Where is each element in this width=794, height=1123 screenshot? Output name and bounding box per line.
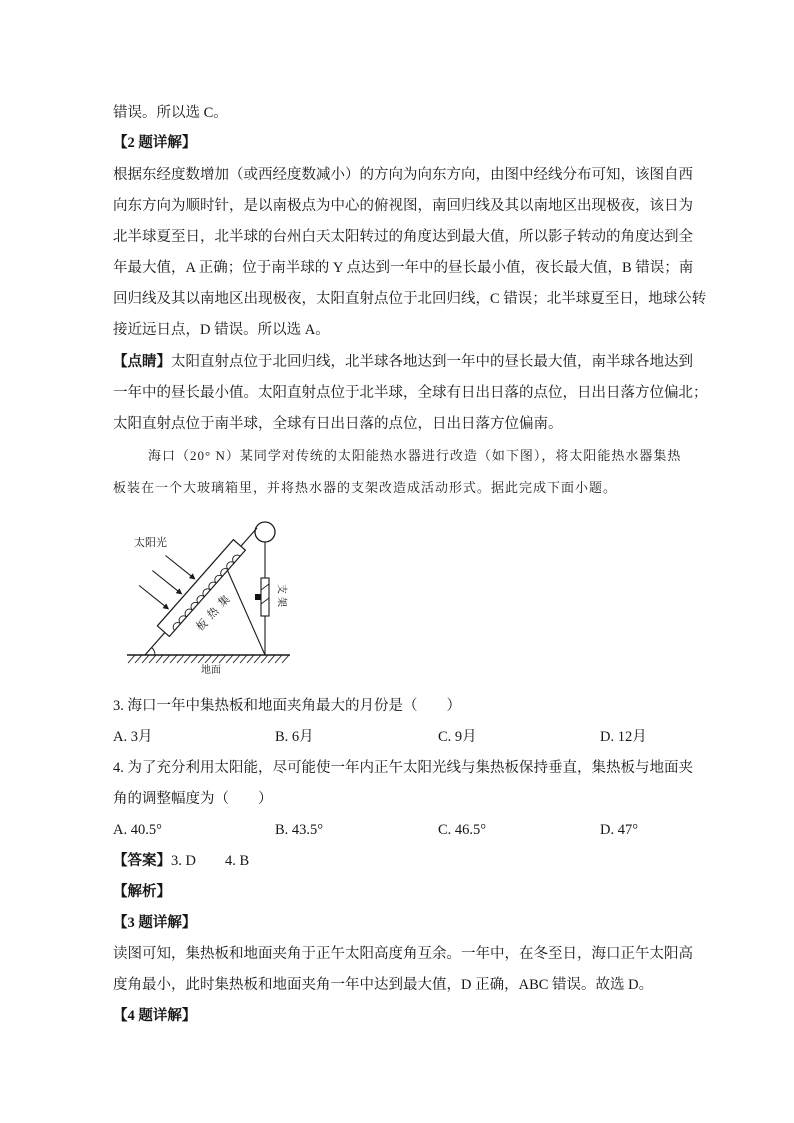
sunlight-ray	[166, 556, 193, 577]
support-stand	[261, 578, 269, 616]
answer-q3: 3. D	[171, 853, 196, 869]
answer-line	[113, 851, 249, 871]
solar-collector-figure	[120, 515, 300, 680]
sunlight-ray	[139, 586, 166, 607]
ground-hatch-line	[261, 655, 268, 663]
tip-line: 太阳直射点位于南半球，全球有日出日落的点位，日出日落方位偏南。	[113, 416, 563, 432]
q3-option-d: D. 12月	[600, 729, 647, 745]
ground-hatch-line	[233, 655, 240, 663]
support-label-char: 架	[275, 597, 287, 607]
q4-detail-heading	[113, 1006, 196, 1026]
q4-stem: 角的调整幅度为（ ）	[113, 791, 273, 807]
answer-label: 【答案】	[113, 853, 171, 869]
q2-body-line: 接近远日点，D 错误。所以选 A。	[113, 322, 330, 338]
tilt-angle-arc	[152, 648, 155, 656]
q2-body-line: 北半球夏至日，北半球的台州白天太阳转过的角度达到最大值，所以影子转动的角度达到全	[113, 229, 693, 245]
board-label-char: 板	[193, 616, 211, 634]
ground-hatch-line	[205, 655, 212, 663]
ground-label: 地面	[201, 665, 221, 676]
intro-line: 板装在一个大玻璃箱里，并将热水器的支架改造成活动形式。据此完成下面小题。	[113, 480, 618, 495]
sunlight-label: 太阳光	[134, 536, 167, 549]
sunlight-arrowhead	[163, 603, 170, 609]
ground-hatch-line	[135, 655, 142, 663]
ground-hatch-line	[240, 655, 247, 663]
tip-line	[113, 352, 693, 372]
tip-label: 【点睛】	[113, 354, 171, 370]
q4-option-a: A. 40.5°	[113, 822, 162, 838]
ground-hatch-line	[177, 655, 184, 663]
ground-hatch-line	[170, 655, 177, 663]
ground-hatch-line	[275, 655, 282, 663]
ground-hatch-line	[163, 655, 170, 663]
q3-detail-heading	[113, 913, 196, 933]
sunlight-arrowhead	[189, 573, 196, 579]
q3-detail-line: 度角最小，此时集热板和地面夹角一年中达到最大值，D 正确，ABC 错误。故选 D。	[113, 977, 654, 993]
q3-option-a: A. 3月	[113, 729, 153, 745]
q3-stem: 3. 海口一年中集热板和地面夹角最大的月份是（ ）	[113, 698, 461, 714]
tip-line: 一年中的昼长最小值。太阳直射点位于北半球，全球有日出日落的点位，日出日落方位偏北；	[113, 385, 708, 401]
board-label-char: 热	[204, 604, 222, 622]
ground-hatch-line	[149, 655, 156, 663]
q3-option-c: C. 9月	[438, 729, 477, 745]
q4-stem: 4. 为了充分利用太阳能，尽可能使一年内正午太阳光线与集热板保持垂直，集热板与地面夹	[113, 760, 693, 776]
ground-hatching	[128, 655, 289, 663]
analysis-label: 【解析】	[113, 884, 171, 900]
pulley	[255, 522, 275, 542]
q3-detail-heading-text: 【3 题详解】	[113, 915, 197, 931]
q4-option-b: B. 43.5°	[275, 822, 324, 838]
ground-hatch-line	[212, 655, 219, 663]
board-label-char: 集	[215, 592, 233, 610]
ground-hatch-line	[156, 655, 163, 663]
ground-hatch-line	[254, 655, 261, 663]
ground-hatch-line	[198, 655, 205, 663]
analysis-heading	[113, 882, 171, 902]
intro-line: 海口（20° N）某同学对传统的太阳能热水器进行改造（如下图），将太阳能热水器集热	[148, 448, 682, 463]
tip-text: 太阳直射点位于北回归线，北半球各地达到一年中的昼长最大值，南半球各地达到	[171, 354, 693, 370]
q4-option-d: D. 47°	[600, 822, 639, 838]
q4-detail-heading-text: 【4 题详解】	[113, 1008, 197, 1024]
sunlight-arrowhead	[176, 588, 183, 594]
q2-body-line: 向东方向为顺时针，是以南极点为中心的俯视图，南回归线及其以南地区出现极夜，该日为	[113, 198, 693, 214]
q3-option-b: B. 6月	[275, 729, 314, 745]
ground-hatch-line	[247, 655, 254, 663]
ground-hatch-line	[268, 655, 275, 663]
ground-hatch-line	[191, 655, 198, 663]
ground-hatch-line	[219, 655, 226, 663]
ground-hatch-line	[184, 655, 191, 663]
sunlight-ray	[152, 571, 179, 592]
brace-line	[228, 571, 265, 656]
support-knob	[255, 594, 261, 600]
ground-hatch-line	[128, 655, 135, 663]
previous-conclusion: 错误。所以选 C。	[113, 105, 228, 121]
ground-hatch-line	[226, 655, 233, 663]
answer-q4: 4. B	[224, 853, 250, 869]
q2-detail-heading-text: 【2 题详解】	[113, 135, 197, 151]
q2-detail-heading	[113, 133, 196, 153]
q3-detail-line: 读图可知，集热板和地面夹角于正午太阳高度角互余。一年中，在冬至日，海口正午太阳高	[113, 946, 693, 962]
q2-body-line: 回归线及其以南地区出现极夜，太阳直射点位于北回归线，C 错误；北半球夏至日，地球公转	[113, 291, 707, 307]
q2-body-line: 年最大值，A 正确；位于南半球的 Y 点达到一年中的昼长最小值，夜长最大值，B 错误；南	[113, 260, 694, 276]
ground-hatch-line	[282, 655, 289, 663]
q2-body-line: 根据东经度数增加（或西经度数减小）的方向为向东方向，由图中经线分布可知，该图自西	[113, 167, 693, 183]
q4-option-c: C. 46.5°	[438, 822, 487, 838]
ground-hatch-line	[142, 655, 149, 663]
support-label-char: 支	[275, 584, 287, 594]
